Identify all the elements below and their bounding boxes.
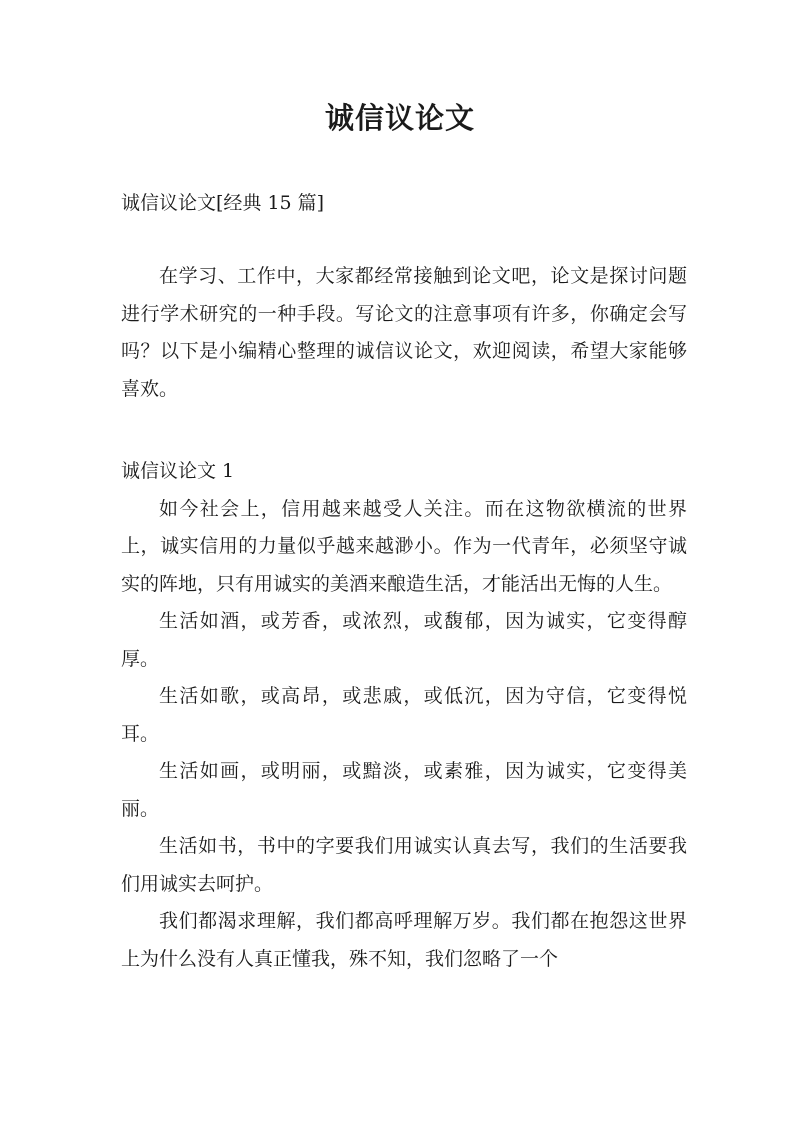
- body-paragraph: 生活如酒，或芳香，或浓烈，或馥郁，因为诚实，它变得醇厚。: [121, 610, 687, 670]
- document-title: 诚信议论文: [324, 101, 475, 135]
- body-paragraph: 如今社会上，信用越来越受人关注。而在这物欲横流的世界上，诚实信用的力量似乎越来越渺小。作为一代青年，必须坚守诚实的阵地，只有用诚实的美酒来酿造生活，才能活出无悔的人生。: [121, 497, 687, 595]
- body-paragraph: 生活如书，书中的字要我们用诚实认真去写，我们的生活要我们用诚实去呵护。: [121, 835, 687, 895]
- section-heading: 诚信议论文 1: [121, 460, 235, 482]
- body-paragraph: 生活如画，或明丽，或黯淡，或素雅，因为诚实，它变得美丽。: [121, 760, 687, 820]
- intro-paragraph: 在学习、工作中，大家都经常接触到论文吧，论文是探讨问题进行学术研究的一种手段。写论文的注意事项有许多，你确定会写吗？以下是小编精心整理的诚信议论文，欢迎阅读，希望大家能够喜欢。: [121, 265, 687, 400]
- document-subtitle: 诚信议论文[经典 15 篇]: [121, 192, 325, 214]
- article-body: [121, 453, 687, 978]
- body-paragraph: 生活如歌，或高昂，或悲戚，或低沉，因为守信，它变得悦耳。: [121, 685, 687, 745]
- body-paragraph: 我们都渴求理解，我们都高呼理解万岁。我们都在抱怨这世界上为什么没有人真正懂我，殊不知，我们忽略了一个: [121, 910, 687, 970]
